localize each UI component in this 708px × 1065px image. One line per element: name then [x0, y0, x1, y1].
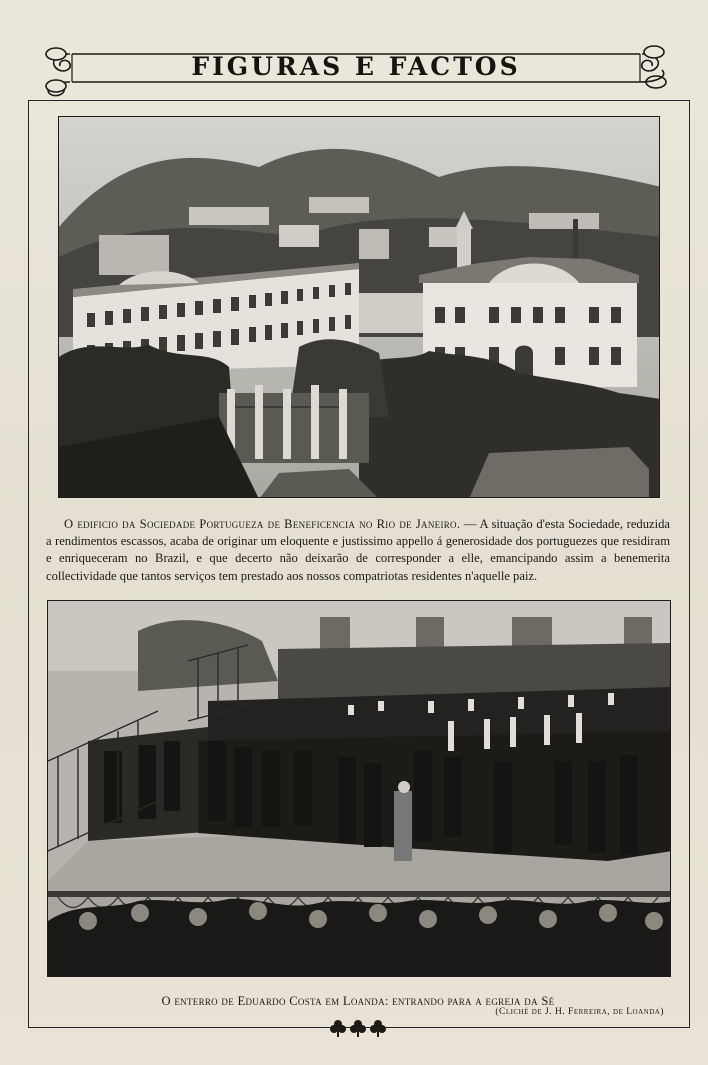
masthead-banner [42, 42, 670, 98]
caption-funeral: O enterro de Eduardo Costa em Loanda: entrando para a egreja da Sé [161, 994, 555, 1008]
masthead-title: FIGURAS E FACTOS [191, 52, 521, 81]
photo-funeral-procession [47, 600, 671, 977]
building-photo-illustration [59, 117, 660, 498]
photo-beneficencia-building [58, 116, 660, 498]
photo-credit: (Cliché de J. H. Ferreira, de Loanda) [495, 1007, 664, 1017]
trefoil-ornament-icon [328, 1016, 388, 1038]
caption-body: — A situação d'esta Sociedade, reduzida a rendimentos escassos, acaba de originar um eloquente e justissimo appello á generosidade dos portuguezes que residiram e enriqueceram no Brazil, e que decerto não deixarão de corresponder a elle, emancipando assim a benemerita collectividade que tantos serviços tem prestado aos nossos compatriotas residentes n'aquelle paiz. [46, 517, 670, 583]
caption-lead: O edificio da Sociedade Portugueza de Beneficencia no Rio de Janeiro. [64, 517, 461, 531]
funeral-photo-illustration [48, 601, 671, 977]
caption-beneficencia [46, 516, 670, 585]
